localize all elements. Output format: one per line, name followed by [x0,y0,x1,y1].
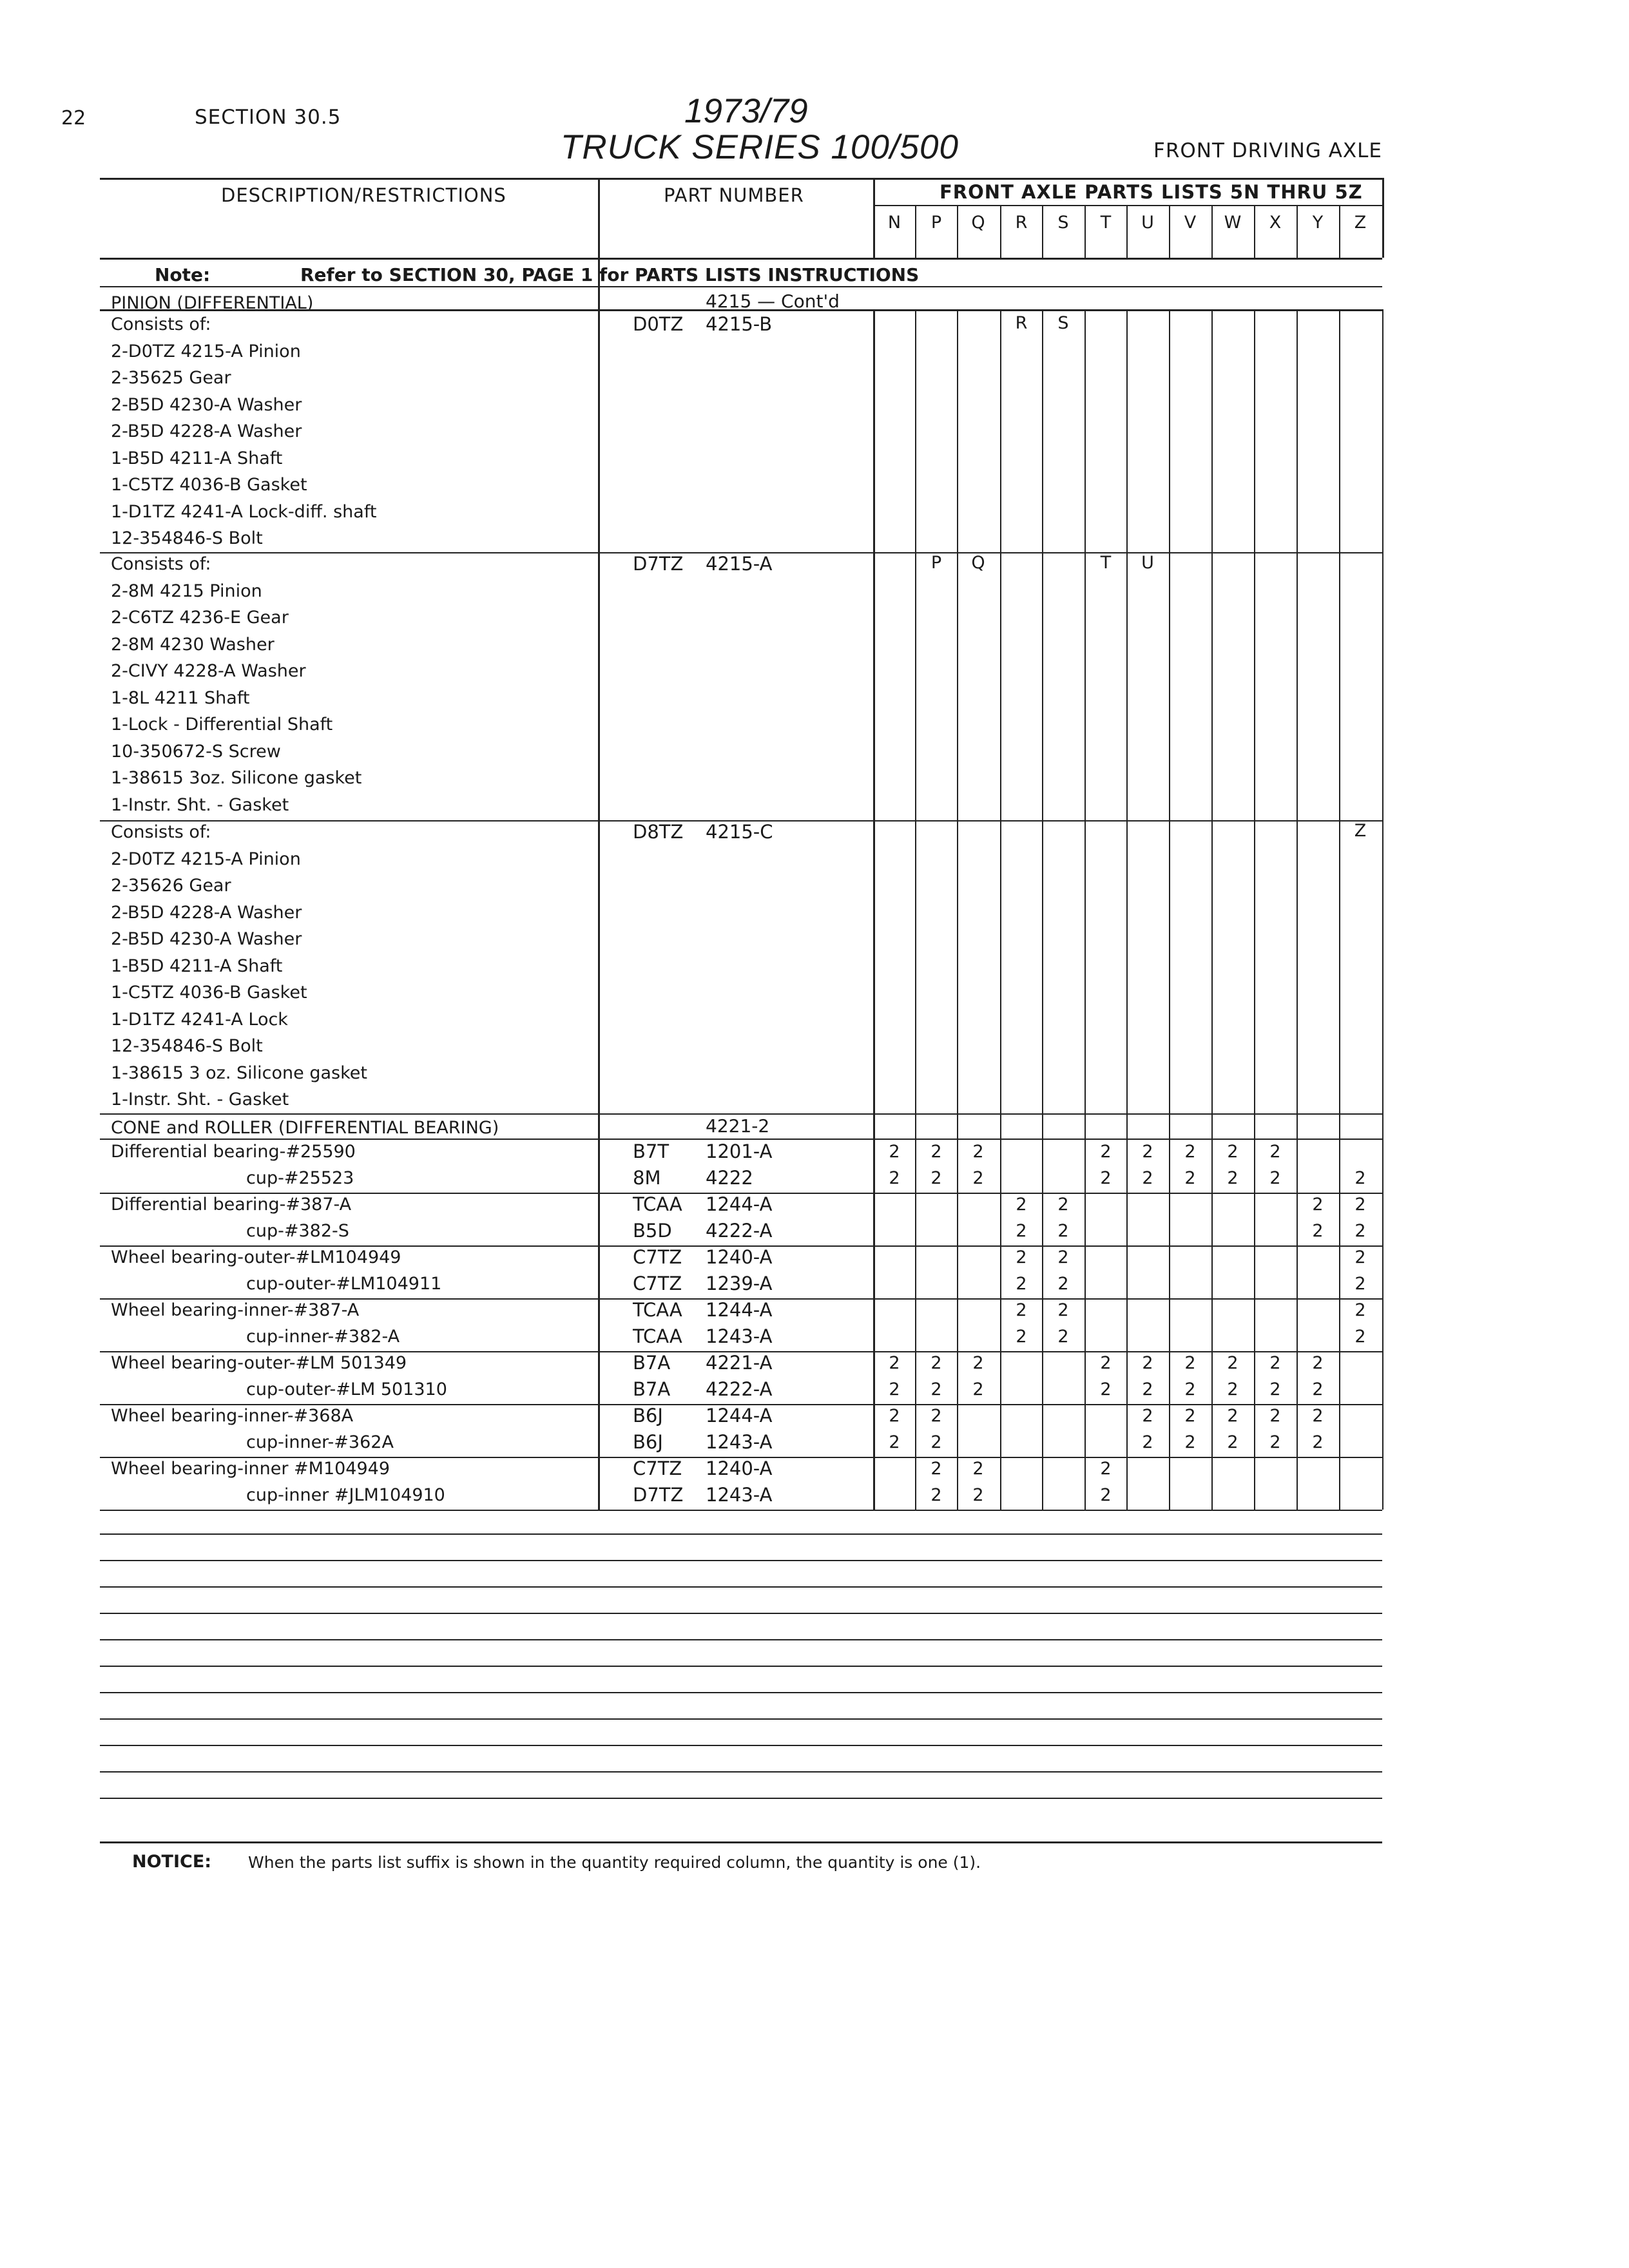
column-rule [1126,205,1128,258]
column-rule [915,205,916,258]
bearing-quantity: 2 [1057,1195,1069,1215]
column-header-v: V [1184,213,1197,233]
column-header-q: Q [971,213,985,233]
kit-component: 10-350672-S Screw [111,741,281,762]
column-rule [873,309,875,1510]
bearing-quantity: 2 [1057,1327,1069,1347]
page-number: 22 [61,107,86,130]
bearing-quantity: 2 [1354,1168,1366,1188]
bearing-quantity: 2 [1184,1142,1196,1162]
bearing-quantity: 2 [1100,1485,1112,1505]
bearing-quantity: 2 [889,1353,900,1373]
group-base-cone-roller: 4221-2 [706,1115,770,1137]
kit-part-number: 4215-C [706,821,773,843]
column-header-r: R [1015,213,1028,233]
kit-component: 12-354846-S Bolt [111,528,263,548]
section-label: SECTION 30.5 [195,106,342,129]
bearing-quantity: 2 [1227,1353,1239,1373]
bearing-quantity: 2 [930,1459,942,1479]
bearing-quantity: 2 [889,1432,900,1452]
kit-part-number: 4215-A [706,553,773,575]
column-rule [1254,205,1255,258]
column-rule [957,205,958,258]
bearing-quantity: 2 [1312,1221,1324,1241]
column-rule [1000,205,1001,258]
bearing-description: Wheel bearing-inner-#368A [111,1406,354,1426]
kit-part-prefix: D0TZ [633,313,684,335]
bearing-part-prefix: B6J [633,1405,663,1427]
bearing-quantity: 2 [1184,1168,1196,1188]
bearing-part-number: 4222 [706,1167,753,1189]
bearing-part-prefix: B6J [633,1431,663,1453]
bearing-quantity: 2 [1354,1327,1366,1347]
bearing-quantity: 2 [1142,1142,1153,1162]
bearing-description: cup-#382-S [246,1221,349,1241]
kit-component: 1-C5TZ 4036-B Gasket [111,983,307,1003]
column-rule [1211,205,1213,258]
bearing-quantity: 2 [1269,1353,1281,1373]
bearing-part-number: 1239-A [706,1273,773,1294]
column-rule [1169,309,1170,1510]
bearing-quantity: 2 [1057,1221,1069,1241]
bearing-part-number: 1240-A [706,1246,773,1268]
bearing-quantity: 2 [1354,1300,1366,1320]
row-rule [100,1510,1382,1511]
bearing-quantity: 2 [972,1168,984,1188]
bearing-quantity: 2 [889,1168,900,1188]
column-rule [1296,205,1298,258]
bearing-part-number: 4221-A [706,1352,773,1374]
column-rule [1084,205,1086,258]
row-rule [100,1560,1382,1561]
bearing-quantity: 2 [1354,1274,1366,1294]
bearing-quantity: 2 [1057,1274,1069,1294]
column-rule [1382,309,1383,1510]
bearing-quantity: 2 [1312,1353,1324,1373]
kit-component: 1-Instr. Sht. - Gasket [111,794,289,815]
bearing-part-number: 4222-A [706,1220,773,1242]
column-header-z: Z [1354,213,1367,233]
bearing-quantity: 2 [972,1353,984,1373]
bearing-quantity: 2 [1312,1406,1324,1426]
kit-list-mark: P [930,553,942,573]
kit-component: 1-Instr. Sht. - Gasket [111,1090,289,1110]
model-years: 1973/79 [684,92,808,130]
bearing-quantity: 2 [1100,1168,1112,1188]
row-rule [873,205,1382,206]
kit-component: 1-B5D 4211-A Shaft [111,956,283,976]
bearing-description: cup-#25523 [246,1168,354,1188]
bearing-part-prefix: B7A [633,1378,671,1400]
kit-component: 2-CIVY 4228-A Washer [111,661,306,681]
bearing-description: Wheel bearing-inner #M104949 [111,1459,390,1479]
kit-component: 1-B5D 4211-A Shaft [111,448,283,468]
bearing-quantity: 2 [1016,1327,1027,1347]
kit-component: 2-B5D 4228-A Washer [111,902,302,923]
bearing-quantity: 2 [1227,1406,1239,1426]
bearing-part-prefix: TCAA [633,1325,682,1347]
bearing-quantity: 2 [1227,1168,1239,1188]
row-rule [100,1798,1382,1799]
bearing-quantity: 2 [889,1142,900,1162]
kit-component: 2-35625 Gear [111,368,231,388]
bearing-part-number: 4222-A [706,1378,773,1400]
bearing-quantity: 2 [1184,1432,1196,1452]
category-title: FRONT DRIVING AXLE [1153,139,1383,162]
bearing-quantity: 2 [1057,1300,1069,1320]
bearing-part-number: 1243-A [706,1431,773,1453]
kit-list-mark: Z [1354,821,1367,841]
column-rule [1339,309,1340,1510]
description-header: DESCRIPTION/RESTRICTIONS [221,184,506,206]
bearing-quantity: 2 [972,1142,984,1162]
kit-component: 2-B5D 4230-A Washer [111,929,302,949]
bearing-part-prefix: C7TZ [633,1246,682,1268]
bearing-part-number: 1243-A [706,1325,773,1347]
column-header-s: S [1057,213,1069,233]
bearing-quantity: 2 [1100,1142,1112,1162]
row-rule [100,1586,1382,1588]
bearing-part-number: 1201-A [706,1140,773,1162]
kit-component: 2-D0TZ 4215-A Pinion [111,849,301,869]
bearing-quantity: 2 [889,1379,900,1399]
bearing-quantity: 2 [1312,1432,1324,1452]
column-rule [1254,309,1255,1510]
column-rule [1169,205,1170,258]
bearing-quantity: 2 [1016,1221,1027,1241]
column-header-t: T [1100,213,1112,233]
kit-consists-label: Consists of: [111,822,211,842]
bearing-quantity: 2 [972,1485,984,1505]
column-rule [1211,309,1213,1510]
kit-component: 2-8M 4230 Washer [111,634,275,655]
bearing-description: cup-inner #JLM104910 [246,1485,445,1505]
bearing-quantity: 2 [1354,1221,1366,1241]
kit-consists-label: Consists of: [111,554,211,574]
row-rule [100,1139,1382,1140]
bearing-description: cup-outer-#LM104911 [246,1274,442,1294]
kit-part-prefix: D8TZ [633,821,684,843]
row-rule [100,1745,1382,1746]
row-rule [100,286,1382,287]
bearing-part-prefix: 8M [633,1167,661,1189]
kit-component: 1-Lock - Differential Shaft [111,715,333,735]
kit-list-mark: S [1057,313,1069,333]
kit-component: 1-38615 3 oz. Silicone gasket [111,1062,367,1083]
bearing-part-prefix: B5D [633,1220,672,1242]
column-rule [957,309,958,1510]
column-header-n: N [887,213,901,233]
bearing-part-number: 1244-A [706,1405,773,1427]
row-rule [100,1639,1382,1640]
column-rule [1296,309,1298,1510]
group-title-cone-roller: CONE and ROLLER (DIFFERENTIAL BEARING) [111,1118,499,1138]
kit-part-number: 4215-B [706,313,773,335]
kit-component: 1-8L 4211 Shaft [111,687,250,708]
bearing-part-number: 1240-A [706,1457,773,1479]
bearing-part-number: 1243-A [706,1484,773,1506]
bearing-part-prefix: B7T [633,1140,670,1162]
column-header-p: P [930,213,942,233]
bearing-quantity: 2 [1227,1142,1239,1162]
row-rule [100,178,1382,180]
note-label: Note: [155,264,211,285]
kit-component: 2-B5D 4230-A Washer [111,394,302,415]
bearing-quantity: 2 [972,1379,984,1399]
bearing-quantity: 2 [1269,1406,1281,1426]
bearing-quantity: 2 [1184,1379,1196,1399]
kit-component: 2-35626 Gear [111,876,231,896]
row-rule [100,1113,1382,1115]
row-rule [100,258,1382,260]
bearing-quantity: 2 [1184,1406,1196,1426]
bearing-part-prefix: C7TZ [633,1457,682,1479]
bearing-quantity: 2 [972,1459,984,1479]
notice-text: When the parts list suffix is shown in the quantity required column, the quantity is one (1). [248,1853,981,1872]
group-title-pinion: PINION (DIFFERENTIAL) [111,293,314,313]
bearing-part-prefix: D7TZ [633,1484,684,1506]
kit-component: 2-B5D 4228-A Washer [111,421,302,441]
bearing-part-prefix: B7A [633,1352,671,1374]
bearing-quantity: 2 [1142,1353,1153,1373]
truck-series-title: TRUCK SERIES 100/500 [561,128,959,166]
bearing-quantity: 2 [1269,1379,1281,1399]
bearing-quantity: 2 [1016,1247,1027,1267]
bearing-quantity: 2 [1142,1379,1153,1399]
bearing-quantity: 2 [930,1432,942,1452]
bearing-quantity: 2 [1100,1459,1112,1479]
bearing-description: Wheel bearing-outer-#LM 501349 [111,1353,407,1373]
bearing-part-prefix: TCAA [633,1299,682,1321]
column-rule [1382,178,1384,258]
kit-component: 1-38615 3oz. Silicone gasket [111,768,362,788]
part-number-header: PART NUMBER [664,184,804,206]
bearing-quantity: 2 [1227,1379,1239,1399]
bearing-quantity: 2 [1142,1168,1153,1188]
bearing-quantity: 2 [1100,1379,1112,1399]
bearing-description: cup-inner-#382-A [246,1327,400,1347]
column-header-w: W [1224,213,1242,233]
kit-component: 1-D1TZ 4241-A Lock-diff. shaft [111,501,377,522]
kit-component: 1-D1TZ 4241-A Lock [111,1009,288,1030]
bearing-quantity: 2 [930,1379,942,1399]
kit-consists-label: Consists of: [111,314,211,334]
bearing-description: Differential bearing-#25590 [111,1142,356,1162]
kit-component: 2-C6TZ 4236-E Gear [111,608,289,628]
note-text: Refer to SECTION 30, PAGE 1 for PARTS LISTS INSTRUCTIONS [300,264,920,285]
bearing-description: Wheel bearing-inner-#387-A [111,1300,360,1320]
bearing-quantity: 2 [1354,1247,1366,1267]
bearing-quantity: 2 [1354,1195,1366,1215]
bearing-quantity: 2 [1269,1432,1281,1452]
column-rule [1339,205,1340,258]
bearing-description: Wheel bearing-outer-#LM104949 [111,1247,401,1267]
row-rule [100,1666,1382,1667]
bearing-quantity: 2 [889,1406,900,1426]
kit-part-prefix: D7TZ [633,553,684,575]
row-rule [100,1533,1382,1535]
notice-label: NOTICE: [132,1852,212,1872]
group-base-pinion: 4215 — Cont'd [706,291,840,312]
bearing-quantity: 2 [1100,1353,1112,1373]
bearing-quantity: 2 [1142,1406,1153,1426]
column-rule [1084,309,1086,1510]
bearing-quantity: 2 [1312,1379,1324,1399]
row-rule [100,1613,1382,1614]
column-rule [598,178,600,1510]
bearing-part-prefix: C7TZ [633,1273,682,1294]
bearing-description: Differential bearing-#387-A [111,1195,352,1215]
column-rule [1126,309,1128,1510]
bearing-part-number: 1244-A [706,1299,773,1321]
kit-list-mark: U [1141,553,1154,573]
bearing-quantity: 2 [1312,1195,1324,1215]
column-rule [1000,309,1001,1510]
kit-list-mark: R [1015,313,1028,333]
bearing-quantity: 2 [1016,1195,1027,1215]
bearing-quantity: 2 [930,1353,942,1373]
bearing-part-number: 1244-A [706,1193,773,1215]
bearing-description: cup-outer-#LM 501310 [246,1379,447,1399]
kit-list-mark: Q [971,553,985,573]
kit-component: 2-8M 4215 Pinion [111,581,262,601]
bearing-quantity: 2 [1016,1274,1027,1294]
row-rule [100,309,1382,311]
bearing-quantity: 2 [930,1485,942,1505]
bearing-quantity: 2 [930,1142,942,1162]
column-rule [873,178,875,258]
bearing-quantity: 2 [1057,1247,1069,1267]
bearing-part-prefix: TCAA [633,1193,682,1215]
bearing-quantity: 2 [1227,1432,1239,1452]
column-rule [1042,205,1043,258]
column-header-y: Y [1312,213,1324,233]
column-rule [1042,309,1043,1510]
column-rule [915,309,916,1510]
column-header-u: U [1141,213,1154,233]
row-rule [100,1841,1382,1843]
parts-lists-header: FRONT AXLE PARTS LISTS 5N THRU 5Z [940,181,1363,203]
kit-list-mark: T [1100,553,1112,573]
kit-component: 2-D0TZ 4215-A Pinion [111,341,301,361]
row-rule [100,1692,1382,1693]
bearing-quantity: 2 [930,1406,942,1426]
row-rule [100,1771,1382,1773]
bearing-quantity: 2 [1269,1168,1281,1188]
column-header-x: X [1269,213,1282,233]
bearing-quantity: 2 [1016,1300,1027,1320]
row-rule [100,1718,1382,1720]
kit-component: 1-C5TZ 4036-B Gasket [111,475,307,495]
bearing-quantity: 2 [930,1168,942,1188]
kit-component: 12-354846-S Bolt [111,1036,263,1056]
bearing-quantity: 2 [1269,1142,1281,1162]
bearing-quantity: 2 [1184,1353,1196,1373]
bearing-description: cup-inner-#362A [246,1432,394,1452]
bearing-quantity: 2 [1142,1432,1153,1452]
